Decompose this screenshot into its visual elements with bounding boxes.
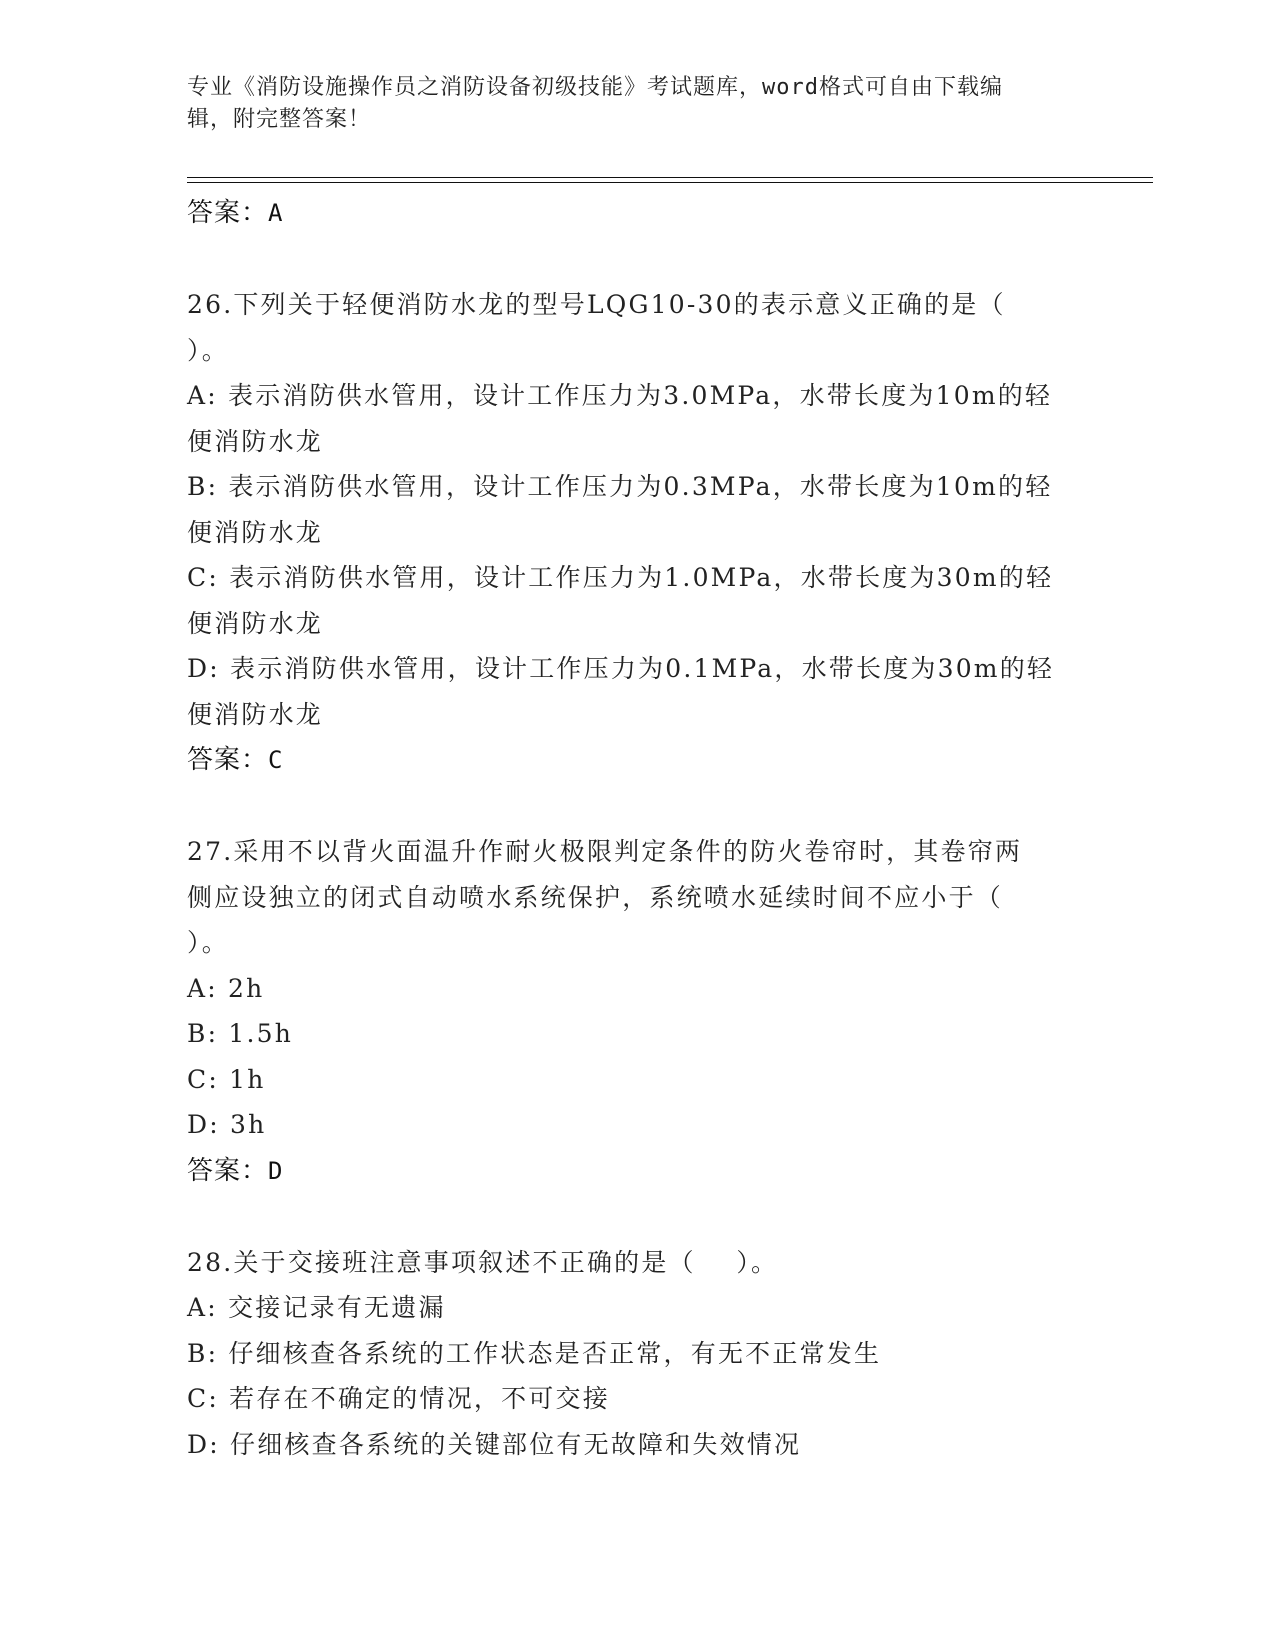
question-list <box>187 190 1087 1467</box>
question-stem-line: 28.关于交接班注意事项叙述不正确的是（ ）。 <box>187 1247 779 1277</box>
question-stem-line: 27.采用不以背火面温升作耐火极限判定条件的防火卷帘时，其卷帘两 <box>187 837 1023 866</box>
option-text: 2h <box>228 973 265 1003</box>
option-b <box>187 464 1087 510</box>
option-a <box>187 1285 1087 1331</box>
option-b <box>187 1331 1087 1377</box>
option-d <box>187 1422 1087 1468</box>
header-line-1: 专业《消防设施操作员之消防设备初级技能》考试题库，word格式可自由下载编 <box>187 75 1003 100</box>
option-text: 表示消防供水管用，设计工作压力为3.0MPa，水带长度为10m的轻 <box>228 381 1053 410</box>
question-28 <box>187 1240 1087 1468</box>
option-text: 仔细核查各系统的工作状态是否正常，有无不正常发生 <box>228 1338 882 1368</box>
option-text: 交接记录有无遗漏 <box>228 1293 446 1322</box>
answer-label: 答案： <box>187 198 269 228</box>
option-b <box>187 1011 1087 1057</box>
option-key: D: <box>187 1110 220 1139</box>
option-text: 1.5h <box>228 1019 294 1048</box>
option-key: A: <box>187 381 218 410</box>
question-26 <box>187 282 1087 783</box>
option-c <box>187 555 1087 601</box>
option-a <box>187 966 1087 1012</box>
answer-value: A <box>268 199 284 227</box>
answer-label: 答案： <box>187 1155 269 1186</box>
option-key: A: <box>187 973 218 1003</box>
option-text: 若存在不确定的情况，不可交接 <box>229 1384 610 1413</box>
option-a-continued: 便消防水龙 <box>187 426 324 456</box>
option-text: 表示消防供水管用，设计工作压力为0.1MPa，水带长度为30m的轻 <box>230 654 1055 683</box>
option-c <box>187 1057 1087 1103</box>
option-text: 仔细核查各系统的关键部位有无故障和失效情况 <box>230 1429 802 1459</box>
answer-label: 答案： <box>187 745 269 775</box>
answer-value: C <box>268 746 284 774</box>
option-d <box>187 646 1087 692</box>
answer <box>187 737 1087 783</box>
option-text: 表示消防供水管用，设计工作压力为1.0MPa，水带长度为30m的轻 <box>229 563 1054 592</box>
option-c <box>187 1376 1087 1422</box>
spacer <box>187 1194 1087 1240</box>
option-text: 3h <box>230 1110 267 1139</box>
option-key: C: <box>187 563 219 592</box>
question-stem-line: 26.下列关于轻便消防水龙的型号LQG10-30的表示意义正确的是（ <box>187 290 1006 319</box>
option-key: C: <box>187 1384 219 1413</box>
answer <box>187 1148 1087 1194</box>
option-key: A: <box>187 1293 218 1322</box>
header-divider-bottom <box>187 182 1153 183</box>
question-stem-line: ）。 <box>187 335 229 365</box>
question-stem-line: ）。 <box>187 928 229 957</box>
option-d <box>187 1102 1087 1148</box>
page-header <box>187 72 1067 136</box>
spacer <box>187 783 1087 829</box>
option-text: 表示消防供水管用，设计工作压力为0.3MPa，水带长度为10m的轻 <box>228 472 1053 501</box>
spacer <box>187 236 1087 282</box>
option-c-continued: 便消防水龙 <box>187 608 324 638</box>
option-key: D: <box>187 1429 220 1459</box>
previous-answer <box>187 190 1087 236</box>
option-key: C: <box>187 1064 219 1094</box>
header-divider-top <box>187 177 1153 178</box>
option-key: B: <box>187 1338 219 1368</box>
option-b-continued: 便消防水龙 <box>187 517 324 547</box>
question-stem-line: 侧应设独立的闭式自动喷水系统保护，系统喷水延续时间不应小于（ <box>187 882 1004 912</box>
option-key: B: <box>187 1019 219 1048</box>
option-a <box>187 373 1087 419</box>
question-27 <box>187 829 1087 1194</box>
option-key: D: <box>187 654 220 683</box>
option-key: B: <box>187 472 219 501</box>
answer-value: D <box>268 1156 284 1185</box>
header-line-2: 辑，附完整答案！ <box>187 107 372 132</box>
option-d-continued: 便消防水龙 <box>187 699 324 729</box>
option-text: 1h <box>229 1064 266 1094</box>
